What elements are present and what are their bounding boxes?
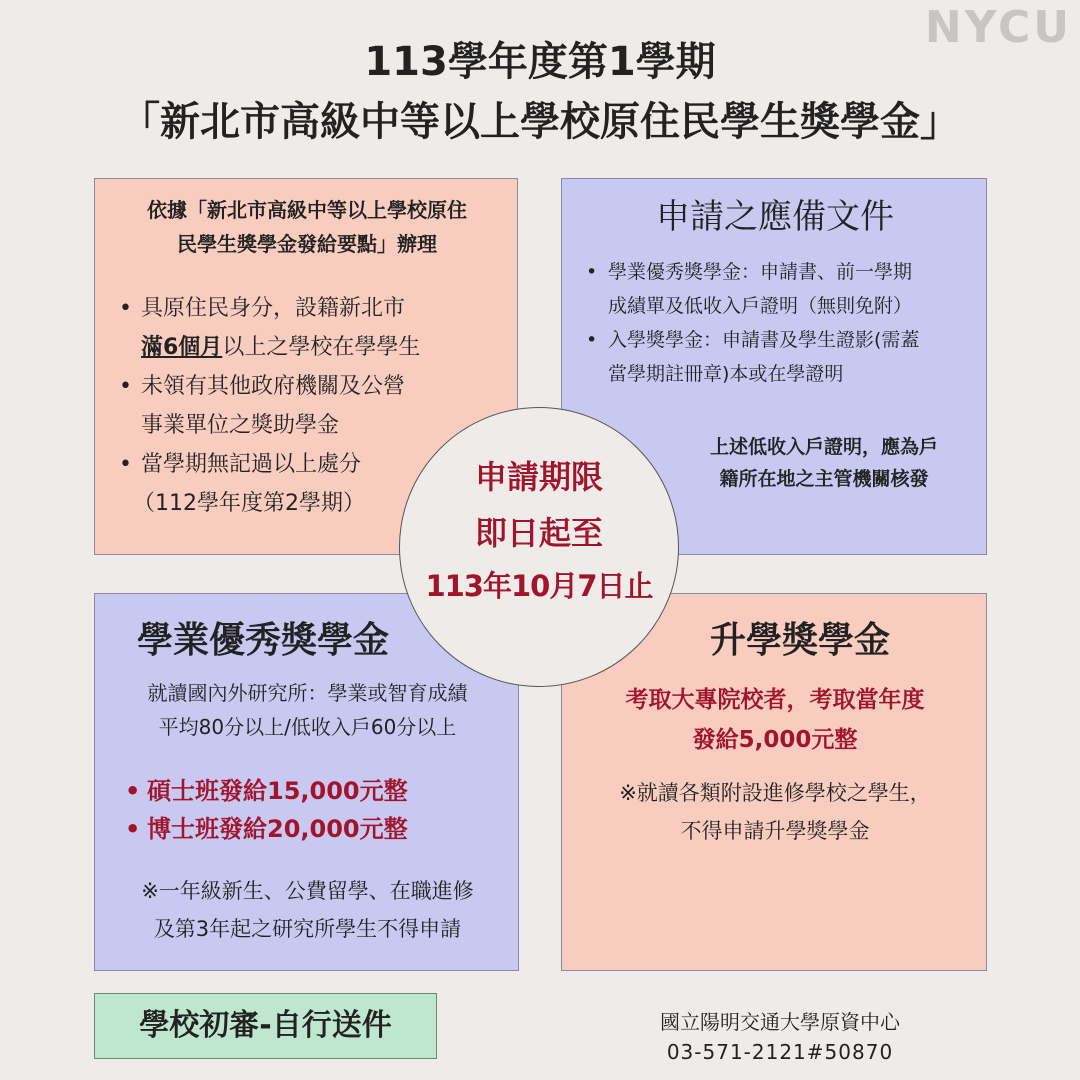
document-item: • 學業優秀獎學金：申請書、前一學期 成績單及低收入戶證明（無則免附） xyxy=(608,255,983,323)
eligibility-item: • 當學期無記過以上處分 （112學年度第2學期） xyxy=(141,445,511,523)
eligibility-heading-line1: 依據「新北市高級中等以上學校原住 xyxy=(147,198,467,222)
contact-phone: 03-571-2121#50870 xyxy=(666,1040,894,1064)
contact-org: 國立陽明交通大學原資中心 xyxy=(660,1010,900,1034)
documents-note: 上述低收入戶證明，應為戶 籍所在地之主管機關核發 xyxy=(709,436,938,490)
documents-list xyxy=(608,255,983,391)
academic-note: ※一年級新生、公費留學、在職進修 及第3年起之研究所學生不得申請 xyxy=(141,879,474,941)
eligibility-heading-line2: 民學生獎學金發給要點」辦理 xyxy=(177,232,437,256)
residency-months: 滿6個月 xyxy=(141,335,223,360)
academic-description: 就讀國內外研究所：學業或智育成績 平均80分以上/低收入戶60分以上 xyxy=(147,681,468,739)
nycu-logo: NYCU xyxy=(924,2,1072,53)
deadline-date: 113年10月7日止 xyxy=(425,569,653,603)
deadline-circle xyxy=(399,407,679,687)
title-line1: 113學年度第1學期 xyxy=(364,39,716,85)
deadline-label: 申請期限 xyxy=(474,458,603,496)
academic-heading: 學業優秀獎學金 xyxy=(137,620,390,661)
document-item: • 入學獎學金：申請書及學生證影(需蓋 當學期註冊章)本或在學證明 xyxy=(608,323,983,391)
eligibility-item: • 具原住民身分，設籍新北市 滿6個月以上之學校在學學生 xyxy=(141,289,511,367)
title-line2: 「新北市高級中等以上學校原住民學生獎學金」 xyxy=(120,99,960,145)
eligibility-item: • 未領有其他政府機關及公營 事業單位之獎助學金 xyxy=(141,367,511,445)
entrance-heading: 升學獎學金 xyxy=(709,620,890,661)
deadline-start: 即日起至 xyxy=(474,514,603,552)
documents-heading: 申請之應備文件 xyxy=(656,197,894,237)
award-masters: • 碩士班發給15,000元整 xyxy=(147,772,507,810)
school-review-badge: 學校初審-自行送件 xyxy=(94,993,437,1059)
entrance-note: ※就讀各類附設進修學校之學生， 不得申請升學獎學金 xyxy=(619,781,931,843)
award-doctoral: • 博士班發給20,000元整 xyxy=(147,810,507,848)
eligibility-heading xyxy=(95,193,519,261)
academic-awards xyxy=(147,772,507,848)
entrance-award: 考取大專院校者，考取當年度 發給5,000元整 xyxy=(625,687,925,753)
